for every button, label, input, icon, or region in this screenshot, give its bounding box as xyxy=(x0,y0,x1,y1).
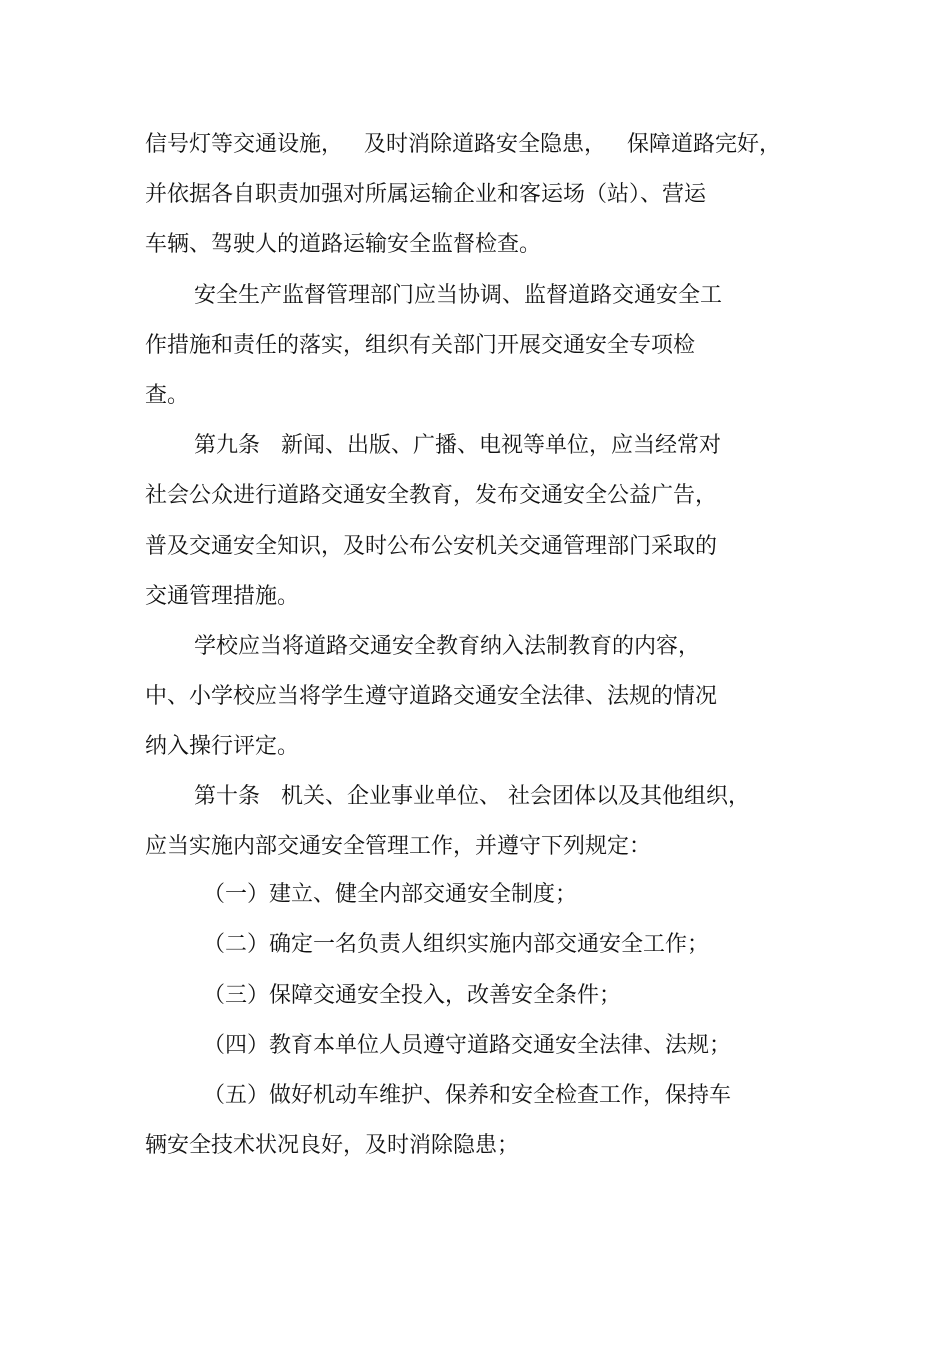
text-line: 纳入操行评定。 xyxy=(145,734,300,759)
text-line: 普及交通安全知识，及时公布公安机关交通管理部门采取的 xyxy=(145,534,718,559)
text-line: 作措施和责任的落实，组织有关部门开展交通安全专项检 xyxy=(145,333,696,358)
list-item: （三）保障交通安全投入，改善安全条件； xyxy=(203,983,622,1008)
article-nine-heading-line: 第九条 新闻、出版、广播、电视等单位，应当经常对 xyxy=(194,433,721,458)
text-line: 社会公众进行道路交通安全教育，发布交通安全公益广告， xyxy=(145,483,718,508)
text-line: 应当实施内部交通安全管理工作，并遵守下列规定： xyxy=(145,834,652,859)
article-ten-heading-line: 第十条 机关、企业事业单位、 社会团体以及其他组织， xyxy=(194,784,750,809)
text-line: 辆安全技术状况良好，及时消除隐患； xyxy=(145,1133,520,1158)
text-line: 信号灯等交通设施， 及时消除道路安全隐患， 保障道路完好， xyxy=(145,132,781,157)
list-item: （四）教育本单位人员遵守道路交通安全法律、法规； xyxy=(203,1033,732,1058)
paragraph-first-line: 安全生产监督管理部门应当协调、监督道路交通安全工 xyxy=(194,283,723,308)
text-line: 交通管理措施。 xyxy=(145,584,300,609)
text-line: 中、小学校应当将学生遵守道路交通安全法律、法规的情况 xyxy=(145,684,718,709)
text-line: 并依据各自职责加强对所属运输企业和客运场（站）、营运 xyxy=(145,182,707,207)
list-item: （五）做好机动车维护、保养和安全检查工作，保持车 xyxy=(203,1083,732,1108)
text-line: 查。 xyxy=(145,383,190,408)
list-item: （二）确定一名负责人组织实施内部交通安全工作； xyxy=(203,932,710,957)
list-item: （一）建立、健全内部交通安全制度； xyxy=(203,882,578,907)
text-line: 车辆、驾驶人的道路运输安全监督检查。 xyxy=(145,232,542,257)
paragraph-first-line: 学校应当将道路交通安全教育纳入法制教育的内容， xyxy=(194,634,701,659)
